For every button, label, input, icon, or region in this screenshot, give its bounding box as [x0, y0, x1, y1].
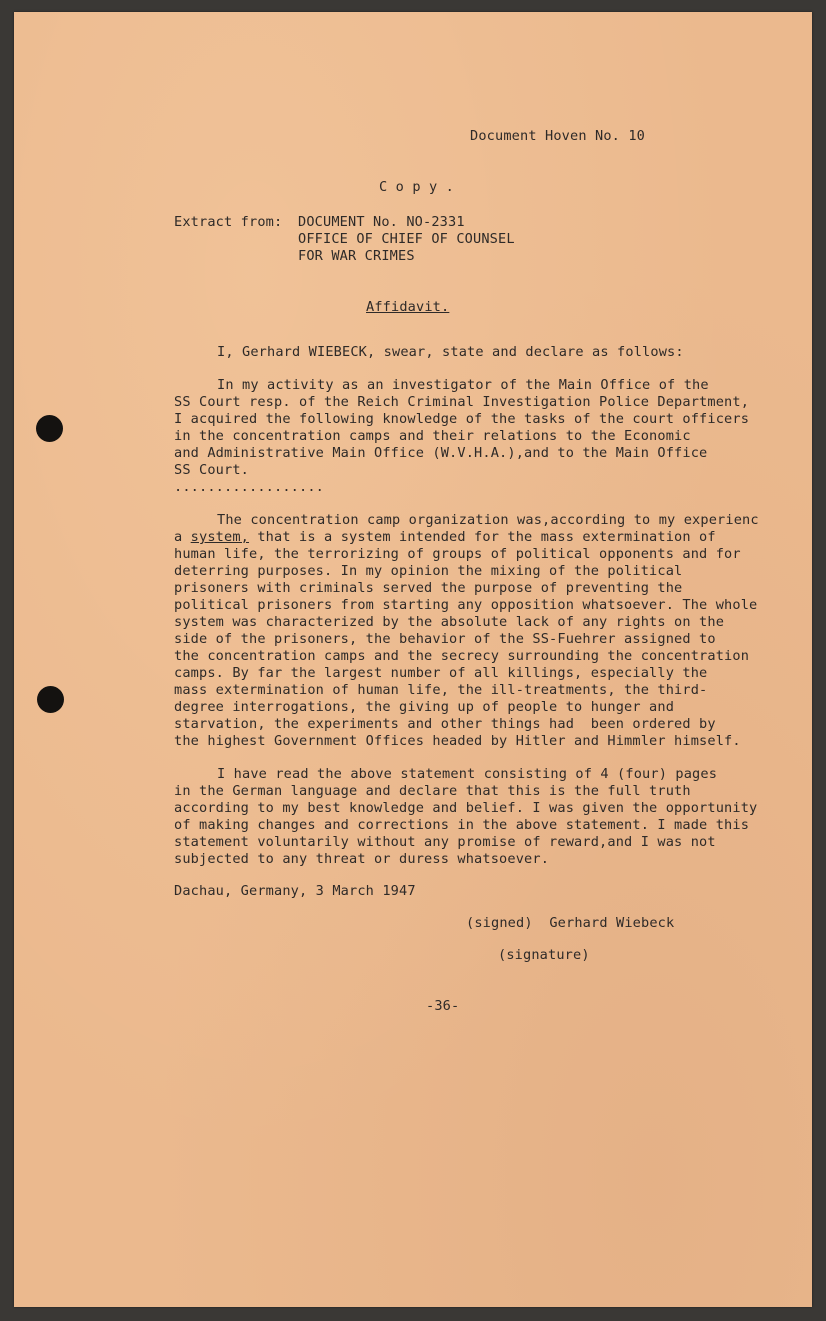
- paragraph-1-line: SS Court resp. of the Reich Criminal Investigation Police Department,: [174, 394, 750, 410]
- extract-label: Extract from:: [174, 214, 283, 230]
- paragraph-1-line: SS Court.: [174, 462, 250, 478]
- signed-line: (signed) Gerhard Wiebeck: [466, 915, 675, 931]
- punch-hole-bottom: [37, 686, 64, 713]
- paragraph-3-line: statement voluntarily without any promise of reward,and I was not: [174, 834, 716, 850]
- paragraph-1-line: In my activity as an investigator of the Main Office of the: [217, 377, 709, 393]
- omission-dots: ..................: [174, 479, 325, 495]
- paragraph-3-line: I have read the above statement consisting of 4 (four) pages: [217, 766, 718, 782]
- document-page: [14, 12, 812, 1307]
- paragraph-1-line: I acquired the following knowledge of the tasks of the court officers: [174, 411, 750, 427]
- paragraph-2-line: degree interrogations, the giving up of people to hunger and: [174, 699, 675, 715]
- paragraph-2-line: human life, the terrorizing of groups of political opponents and for: [174, 546, 741, 562]
- signature-label: (signature): [498, 947, 590, 963]
- affidavit-title: Affidavit.: [366, 299, 450, 315]
- extract-line: DOCUMENT No. NO-2331: [298, 214, 465, 230]
- place-date: Dachau, Germany, 3 March 1947: [174, 883, 416, 899]
- paragraph-2-line: political prisoners from starting any opposition whatsoever. The whole: [174, 597, 758, 613]
- punch-hole-top: [36, 415, 63, 442]
- paragraph-2-line: system was characterized by the absolute lack of any rights on the: [174, 614, 725, 630]
- extract-line: FOR WAR CRIMES: [298, 248, 415, 264]
- paragraph-2-line: The concentration camp organization was,according to my experienc: [217, 512, 759, 528]
- paragraph-2-line: a system, that is a system intended for the mass extermination of: [174, 529, 716, 545]
- paragraph-2-line: the concentration camps and the secrecy surrounding the concentration: [174, 648, 750, 664]
- paragraph-2-line: the highest Government Offices headed by Hitler and Himmler himself.: [174, 733, 741, 749]
- extract-line: OFFICE OF CHIEF OF COUNSEL: [298, 231, 515, 247]
- paragraph-2-line: camps. By far the largest number of all killings, especially the: [174, 665, 708, 681]
- document-reference: Document Hoven No. 10: [470, 128, 646, 144]
- line-remainder: that is a system intended for the mass extermination of: [249, 529, 716, 545]
- paragraph-2-line: side of the prisoners, the behavior of the SS-Fuehrer assigned to: [174, 631, 716, 647]
- paragraph-2-line: deterring purposes. In my opinion the mixing of the political: [174, 563, 683, 579]
- paragraph-3-line: of making changes and corrections in the above statement. I made this: [174, 817, 750, 833]
- paragraph-3-line: in the German language and declare that this is the full truth: [174, 783, 691, 799]
- intro-line: I, Gerhard WIEBECK, swear, state and declare as follows:: [217, 344, 684, 360]
- paragraph-2-line: starvation, the experiments and other things had been ordered by: [174, 716, 716, 732]
- paragraph-2-line: mass extermination of human life, the ill-treatments, the third-: [174, 682, 708, 698]
- copy-heading: C o p y .: [379, 179, 455, 195]
- page-number: -36-: [426, 998, 460, 1014]
- paragraph-1-line: and Administrative Main Office (W.V.H.A.),and to the Main Office: [174, 445, 708, 461]
- paragraph-2-line: prisoners with criminals served the purpose of preventing the: [174, 580, 683, 596]
- paragraph-3-line: according to my best knowledge and belief. I was given the opportunity: [174, 800, 758, 816]
- paragraph-3-line: subjected to any threat or duress whatsoever.: [174, 851, 550, 867]
- underlined-word: system,: [190, 529, 250, 545]
- paragraph-1-line: in the concentration camps and their relations to the Economic: [174, 428, 691, 444]
